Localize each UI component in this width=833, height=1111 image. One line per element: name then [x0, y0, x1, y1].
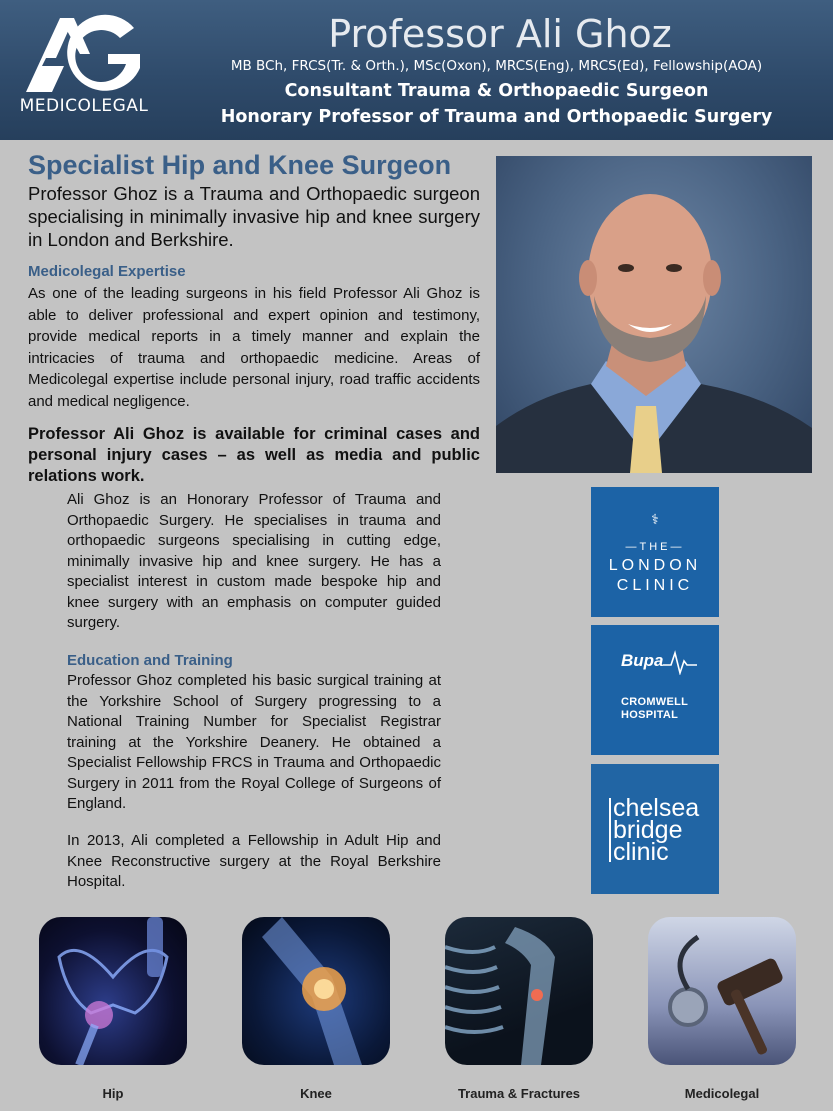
london-clinic-line2: CLINIC [616, 577, 694, 594]
heartbeat-icon [663, 649, 697, 675]
education-heading: Education and Training [67, 652, 233, 669]
hip-label: Hip [102, 1086, 124, 1101]
portrait-photo [496, 156, 812, 473]
bupa-brand: Bupa [621, 651, 664, 670]
knee-tile [242, 917, 390, 1065]
chelsea-line2: bridge [613, 816, 683, 844]
gavel-stethoscope-icon [648, 917, 796, 1065]
bupa-line1: CROMWELL [621, 696, 689, 708]
header-qualifications: MB BCh, FRCS(Tr. & Orth.), MSc(Oxon), MRCS(Eng), MRCS(Ed), Fellowship(AOA) [230, 58, 763, 74]
hip-tile [39, 917, 187, 1065]
header-title-professor: Honorary Professor of Trauma and Orthopaedic Surgery [220, 107, 773, 127]
header-name: Professor Ali Ghoz [328, 12, 672, 56]
logo-text: MEDICOLEGAL [19, 96, 149, 116]
knee-xray-icon [242, 917, 390, 1065]
availability-paragraph: Professor Ali Ghoz is available for criminal cases and personal injury cases – as well as media and public relations work. [28, 425, 480, 485]
pelvis-xray-icon [39, 917, 187, 1065]
caduceus-icon: ⚕ [651, 511, 659, 527]
arm-xray-icon [445, 917, 593, 1065]
medicolegal-label: Medicolegal [684, 1086, 760, 1101]
ag-logo-icon [16, 14, 152, 96]
medicolegal-heading: Medicolegal Expertise [28, 263, 186, 280]
london-clinic-logo [591, 487, 719, 617]
london-clinic-the: —THE— [625, 541, 685, 553]
ag-medicolegal-logo [16, 14, 152, 124]
bupa-line2: HOSPITAL [621, 709, 679, 721]
intro-paragraph: Professor Ghoz is a Trauma and Orthopaedic surgeon specialising in minimally invasive hip and knee surgery in London and Berkshire. [28, 183, 480, 250]
portrait-icon [496, 156, 812, 473]
fellowship-paragraph: In 2013, Ali completed a Fellowship in Adult Hip and Knee Reconstructive surgery at the Royal Berkshire Hospital. [67, 832, 441, 890]
chelsea-bridge-clinic-logo [591, 764, 719, 894]
header-title-consultant: Consultant Trauma & Orthopaedic Surgeon [284, 81, 709, 101]
chelsea-line3: clinic [613, 838, 669, 866]
chelsea-logo-bar [609, 798, 611, 862]
bupa-cromwell-logo [591, 625, 719, 755]
page-header [0, 0, 833, 140]
education-paragraph: Professor Ghoz completed his basic surgical training at the Yorkshire School of Surgery progressing to a National Training Number for Specialist Registrar training at the Yorkshire Deanery. He obtained a Specialist Fellowship FRCS in Trauma and Orthopaedic Surgery in 2011 from the Royal College of Surgeons of England. [67, 672, 441, 812]
trauma-label: Trauma & Fractures [457, 1086, 581, 1101]
page-title: Specialist Hip and Knee Surgeon [28, 150, 452, 180]
medicolegal-tile [648, 917, 796, 1065]
knee-label: Knee [300, 1086, 332, 1101]
bio-paragraph: Ali Ghoz is an Honorary Professor of Trauma and Orthopaedic Surgery. He specialises in trauma and orthopaedic surgeons specialising in cutting edge, minimally invasive hip and knee surgery. He has a specialist interest in custom made bespoke hip and knee surgery with an emphasis on computer guided surgery. [67, 491, 441, 631]
medicolegal-paragraph: As one of the leading surgeons in his field Professor Ali Ghoz is able to deliver professional and expert opinion and testimony, provide medical reports in a timely manner and explain the intricacies of trauma and orthopaedic medicine. Areas of Medicolegal expertise include personal injury, road traffic accidents and medical negligence. [28, 285, 480, 410]
chelsea-line1: chelsea [613, 794, 700, 822]
trauma-tile [445, 917, 593, 1065]
london-clinic-line1: LONDON [608, 557, 702, 574]
